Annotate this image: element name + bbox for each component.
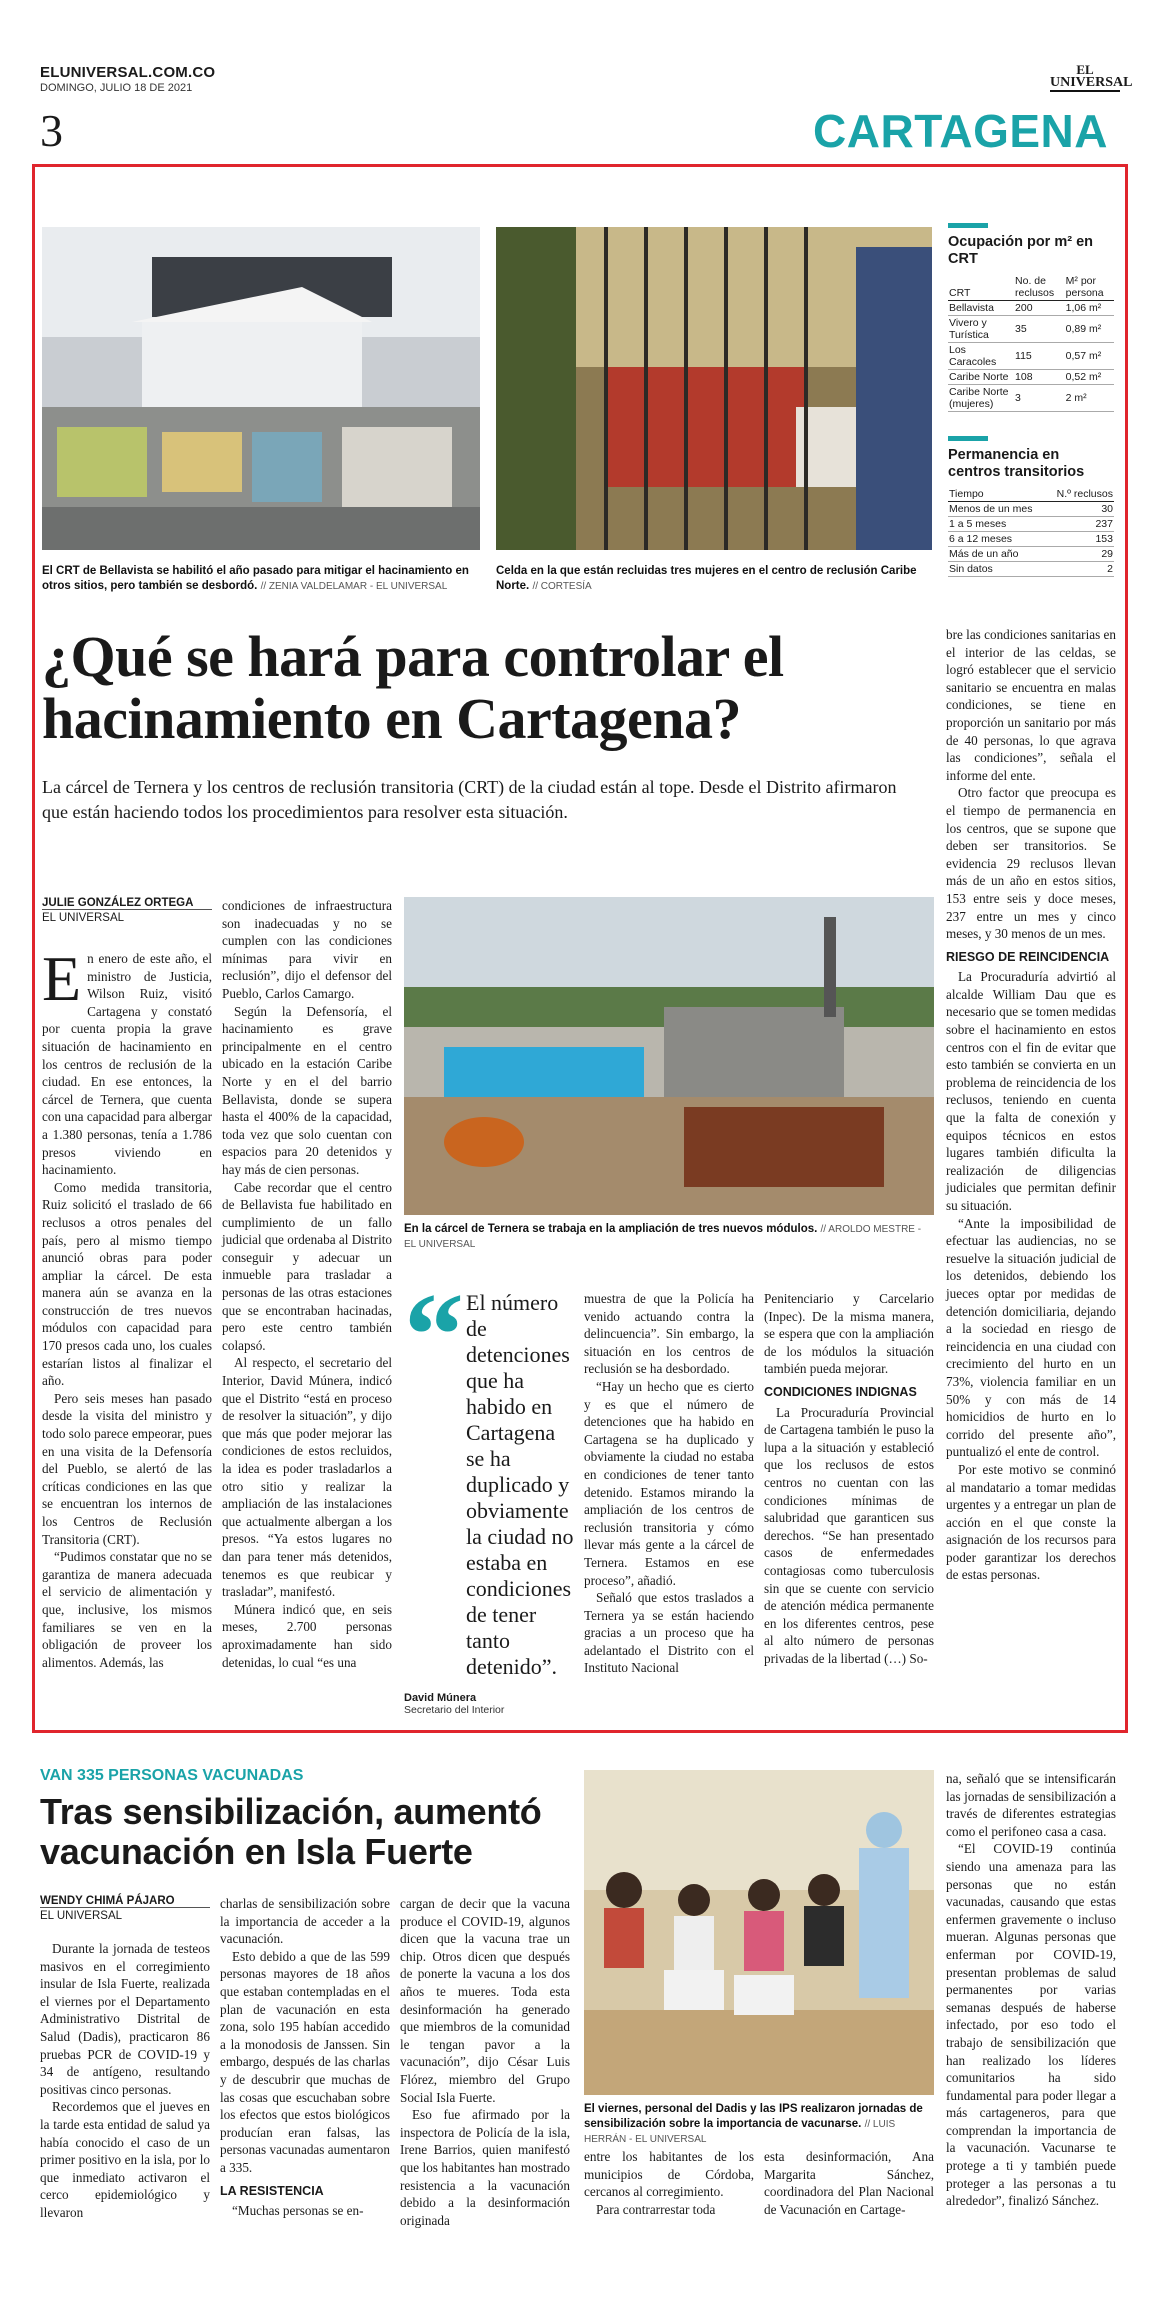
- paragraph: La Procuraduría Provincial de Cartagena también le puso la lupa a la situación y estableció que los reclusos de estos centros no cuentan con las condiciones mínimas de salubridad que garanticen sus derechos. “Se han presentado casos de enfermedades contagiosas como tuberculosis sin que se cuente con servicio de atención médica permanente en los diferentes centros, pese al alto número de personas privadas de la libertad (…) So-: [764, 1404, 934, 1666]
- paragraph: condiciones de infraestructura son inadecuadas y no se cumplen con las condiciones mínimas para vivir en reclusión”, dijo el defensor del Pueblo, Carlos Camargo.: [222, 898, 392, 1001]
- paragraph: muestra de que la Policía ha venido actuando contra la delincuencia”. Sin embargo, la situación en los centros de reclusión se ha desbordado.: [584, 1291, 754, 1377]
- table-cell: 237: [1047, 517, 1114, 532]
- table-row: [948, 517, 1114, 532]
- paragraph: “Muchas personas se en-: [232, 2203, 364, 2219]
- paragraph: La Procuraduría advirtió al alcalde William Dau que es necesario que se tomen medidas sobre el hacinamiento en estos centros con el fin de evitar que esto también se convierta en un problema de reincidencia de los reclusos, teniendo en cuenta que la falta de conexión y equipos técnicos en estos lugares también dificulta la realización de diligencias judiciales que permitan definir su situación.: [946, 969, 1116, 1213]
- table-cell: 35: [1014, 316, 1065, 343]
- author-org: EL UNIVERSAL: [42, 909, 212, 924]
- table-cell: Caribe Norte: [948, 370, 1014, 385]
- second-column-2: [220, 1895, 390, 2220]
- paragraph: charlas de sensibilización sobre la importancia de acceder a la vacunación.: [220, 1896, 390, 1947]
- table-row: [948, 562, 1114, 577]
- photo-crt-bellavista-image: [42, 227, 480, 550]
- table-cell: Caribe Norte (mujeres): [948, 385, 1014, 412]
- photo-celda-caption: Celda en la que están recluidas tres mujeres en el centro de reclusión Caribe Norte. // CORTESÍA: [496, 565, 917, 592]
- edition-date: DOMINGO, JULIO 18 DE 2021: [40, 82, 193, 94]
- table-header: No. de reclusos: [1014, 274, 1065, 301]
- photo-ternera-construction: [404, 897, 934, 1215]
- table-cell: 153: [1047, 532, 1114, 547]
- photo-vacunacion-caption: El viernes, personal del Dadis y las IPS realizaron jornadas de sensibilización sobre la importancia de vacunarse. // LUIS HERRÁN - EL UNIVERSAL: [584, 2103, 923, 2145]
- paragraph: Durante la jornada de testeos masivos en el corregimiento insular de Isla Fuerte, realizada el viernes por el Departamento Administrativo Distrital de Salud (Dadis), practicaron 86 pruebas PCR de COVID-19 y 34 de antígeno, resultando positivas cinco personas.: [40, 1941, 210, 2097]
- paragraph: Por este motivo se conminó al mandatario a tomar medidas urgentes y a entregar un plan de acción en el que conste la asignación de los recursos para poder garantizar los derechos de estas personas.: [946, 1461, 1116, 1583]
- paragraph: “Hay un hecho que es cierto y es que el número de detenciones que ha habido en Cartagena se ha duplicado y obviamente la ciudad no estaba en condiciones de tener tanto detenido. Estamos mirando la ampliación de los centros de reclusión transitoria y cómo llevar más gente a la cárcel de Ternera. Estamos en ese proceso”, añadió.: [584, 1378, 754, 1588]
- table-cell: Menos de un mes: [948, 502, 1047, 517]
- quote-mark-icon: “: [404, 1268, 464, 1401]
- subhead-condiciones: CONDICIONES INDIGNAS: [764, 1384, 917, 1399]
- main-headline: ¿Qué se hará para controlar el hacinamiento en Cartagena?: [42, 624, 784, 751]
- table-header: M² por persona: [1065, 274, 1114, 301]
- main-column-1: [42, 943, 212, 1671]
- pull-quote-text: El número de detenciones que ha habido en Cartagena se ha duplicado y obviamente la ciudad no estaba en condiciones de tener tanto detenido”.: [466, 1290, 574, 1679]
- photo-celda-caribe-norte: [496, 227, 932, 550]
- author-name: WENDY CHIMÁ PÁJARO: [40, 1895, 175, 1907]
- second-byline: [40, 1895, 210, 1922]
- second-column-3: [400, 1895, 570, 2229]
- author-name: JULIE GONZÁLEZ ORTEGA: [42, 897, 194, 909]
- author-org: EL UNIVERSAL: [40, 1907, 210, 1922]
- table-cell: 1 a 5 meses: [948, 517, 1047, 532]
- main-column-2: [222, 897, 392, 1671]
- page-number: 3: [40, 105, 63, 156]
- box-accent-bar: [948, 223, 988, 228]
- table-cell: 29: [1047, 547, 1114, 562]
- pull-quote: [404, 1268, 574, 1716]
- table-cell: 1,06 m²: [1065, 301, 1114, 316]
- table-cell: 2 m²: [1065, 385, 1114, 412]
- paragraph: Para contrarrestar toda: [596, 2201, 716, 2217]
- second-column-6: [946, 1770, 1116, 2210]
- table-cell: Bellavista: [948, 301, 1014, 316]
- paragraph: Cabe recordar que el centro de Bellavista fue habilitado en cumplimiento de un fallo judicial que ordenaba al Distrito conseguir y adecuar un inmueble para trasladar a personas de las otras estaciones que se encontraban hacinadas, pero este centro también colapsó.: [222, 1179, 392, 1353]
- permanence-table: [948, 487, 1114, 577]
- table-cell: 0,89 m²: [1065, 316, 1114, 343]
- main-column-5: [764, 1290, 934, 1667]
- table-row: [948, 532, 1114, 547]
- subhead-riesgo: RIESGO DE REINCIDENCIA: [946, 949, 1110, 964]
- occupancy-table: [948, 274, 1114, 412]
- paragraph: Otro factor que preocupa es el tiempo de permanencia en los centros, que se supone que deben ser transitorios. Se evidencia 29 reclusos llevan más de un año en estos sitios, 153 entre seis y doce meses, 237 entre un mes y cinco meses, y 30 menos de un mes.: [946, 785, 1116, 942]
- section-title: CARTAGENA: [813, 105, 1108, 157]
- site-url[interactable]: ELUNIVERSAL.COM.CO: [40, 64, 216, 81]
- table-header: N.º reclusos: [1047, 487, 1114, 502]
- table-cell: 6 a 12 meses: [948, 532, 1047, 547]
- table-cell: Más de un año: [948, 547, 1047, 562]
- table-row: [948, 370, 1114, 385]
- occupancy-box-title: Ocupación por m² en CRT: [948, 234, 1094, 267]
- paragraph: Pero seis meses han pasado desde la visita del ministro y todo solo parece empeorar, pues en una visita de la Defensoría del Pueblo, se alertó de las críticas condiciones en las que se encuentran los internos de los Centros de Reclusión Transitoria (CRT).: [42, 1390, 212, 1547]
- quote-role: Secretario del Interior: [404, 1704, 505, 1716]
- subhead-resistencia: LA RESISTENCIA: [220, 2183, 324, 2198]
- table-cell: Los Caracoles: [948, 343, 1014, 370]
- table-cell: 108: [1014, 370, 1065, 385]
- table-row: [948, 502, 1114, 517]
- table-cell: 0,52 m²: [1065, 370, 1114, 385]
- occupancy-box: [948, 223, 1114, 412]
- table-row: [948, 301, 1114, 316]
- photo-celda-image: [496, 227, 932, 550]
- box-accent-bar: [948, 436, 988, 441]
- table-cell: 2: [1047, 562, 1114, 577]
- table-cell: 3: [1014, 385, 1065, 412]
- paragraph: cargan de decir que la vacuna produce el COVID-19, algunos dicen que la vacuna trae un chip. Otros dicen que después de ponerte la vacuna a los dos años te mueres. Toda esta desinformación ha generado que miembros de la comunidad le tengan pavor a la vacunación”, dijo César Luis Flórez, miembro del Grupo Social Isla Fuerte.: [400, 1896, 570, 2105]
- photo-vacunacion: [584, 1770, 934, 2095]
- table-cell: Vivero y Turística: [948, 316, 1014, 343]
- table-header: Tiempo: [948, 487, 1047, 502]
- second-kicker: VAN 335 PERSONAS VACUNADAS: [40, 1767, 304, 1784]
- photo-crt-bellavista: [42, 227, 480, 550]
- drop-cap: E: [42, 943, 82, 1014]
- paragraph: bre las condiciones sanitarias en el interior de las celdas, se logró establecer que el servicio sanitario se encuentra en malas condiciones, se tiene en proporción un sanitario por más de 40 personas, lo que agrava las condiciones”, señala el informe del ente.: [946, 627, 1116, 783]
- table-row: [948, 385, 1114, 412]
- photo-ternera-image: [404, 897, 934, 1215]
- main-column-6: [946, 626, 1116, 1584]
- paragraph: na, señaló que se intensificarán las jornadas de sensibilización a través de diferentes estrategias como el perifoneo casa a casa.: [946, 1771, 1116, 1839]
- photo-crt-bellavista-caption: El CRT de Bellavista se habilitó el año pasado para mitigar el hacinamiento en otros sitios, pero también se desbordó. // ZENIA VALDELAMAR - EL UNIVERSAL: [42, 565, 469, 592]
- main-byline: [42, 897, 212, 924]
- second-column-1: [40, 1940, 210, 2222]
- table-cell: 30: [1047, 502, 1114, 517]
- main-deck: La cárcel de Ternera y los centros de reclusión transitoria (CRT) de la ciudad están al tope. Desde el Distrito afirmaron que están haciendo todos los procedimientos para resolver esta situación.: [42, 777, 897, 822]
- second-headline: Tras sensibilización, aumentó vacunación en Isla Fuerte: [40, 1791, 542, 1872]
- paragraph: Esto debido a que de las 599 personas mayores de 18 años que estaban contempladas en el plan de vacunación en esta zona, solo 195 habían accedido a la monodosis de Janssen. Sin embargo, después de las charlas y de descubrir que muchas de las cosas que escuchaban sobre los efectos que estos biológicos producían eran falsas, las personas vacunadas aumentaron a 335.: [220, 1948, 390, 2175]
- paragraph: Recordemos que el jueves en la tarde esta entidad de salud ya había conocido el caso de un primer positivo en la isla, por lo que inmediato activaron el cerco epidemiológico y llevaron: [40, 2099, 210, 2220]
- paragraph: Según la Defensoría, el hacinamiento es grave principalmente en el centro ubicado en la estación Caribe Norte y en el del barrio Bellavista, donde se supera hasta el 400% de la capacidad, toda vez que solo cuentan con espacios para 20 detenidos y hay más de cien personas.: [222, 1003, 392, 1177]
- table-row: [948, 343, 1114, 370]
- paragraph: n enero de este año, el ministro de Justicia, Wilson Ruiz, visitó Cartagena y constató por cuenta propia la grave situación de hacinamiento en los centros de reclusión de la ciudad. En ese entonces, la cárcel de Ternera, que cuenta con una capacidad para albergar a 1.380 personas, tenía a 1.786 presos viviendo en hacinamiento.: [42, 951, 212, 1178]
- second-column-4: [584, 2148, 754, 2218]
- paragraph: Múnera indicó que, en seis meses, 2.700 personas aproximadamente han sido detenidas, lo cual “es una: [222, 1601, 392, 1670]
- paragraph: “Pudimos constatar que no se garantiza de manera adecuada el servicio de alimentación y que, inclusive, los mismos familiares se ven en la obligación de proveer los alimentos. Además, las: [42, 1549, 212, 1670]
- main-column-4: [584, 1290, 754, 1677]
- table-row: [948, 316, 1114, 343]
- table-row: [948, 547, 1114, 562]
- paragraph: Señaló que estos traslados a Ternera ya se están haciendo gracias a un proceso que ha adelantado el Distrito con el Instituto Nacional: [584, 1590, 754, 1676]
- second-column-5: [764, 2148, 934, 2218]
- photo-vacunacion-image: [584, 1770, 934, 2095]
- table-cell: 115: [1014, 343, 1065, 370]
- paragraph: Al respecto, el secretario del Interior, David Múnera, indicó que el Distrito “está en proceso de resolver la situación”, y dijo que más que poder mejorar las condiciones de estos recluidos, la idea es poder trasladarlos a otro sitio y realizar la ampliación de las instalaciones que actualmente albergan a los presos. “Ya estos lugares no dan para tener más detenidos, tenemos es que reubicar y trasladar”, manifestó.: [222, 1355, 392, 1600]
- quote-author: David Múnera: [404, 1692, 477, 1704]
- paragraph: esta desinformación, Ana Margarita Sánchez, coordinadora del Plan Nacional de Vacunación en Cartage-: [764, 2149, 934, 2217]
- permanence-box-title: Permanencia en centros transitorios: [948, 447, 1085, 480]
- paragraph: entre los habitantes de los municipios de Córdoba, cercanos al corregimiento.: [584, 2149, 754, 2200]
- paragraph: “Ante la imposibilidad de efectuar las audiencias, no se resuelve la situación judicial de los detenidos, debiendo los jueces optar por medidas de detención domiciliaria, dejando a la sociedad en riesgo de reincidencia en una ciudad con crecimiento del hurto en un 73%, violencia familiar en un 50% y con más de 14 homicidios de hurto en lo corrido del presente año”, puntualizó el ente de control.: [946, 1215, 1116, 1460]
- paragraph: Penitenciario y Carcelario (Inpec). De la misma manera, se espera que con la ampliación de los módulos la situación también pueda mejorar.: [764, 1291, 934, 1377]
- table-cell: 200: [1014, 301, 1065, 316]
- table-cell: 0,57 m²: [1065, 343, 1114, 370]
- table-header: CRT: [948, 274, 1014, 301]
- paragraph: Eso fue afirmado por la inspectora de Policía de la isla, Irene Barrios, quien manifestó que los habitantes han mostrado resistencia a la vacunación debido a la desinformación originada: [400, 2107, 570, 2228]
- table-cell: Sin datos: [948, 562, 1047, 577]
- newspaper-logo: EL UNIVERSAL: [1050, 62, 1133, 91]
- permanence-box: [948, 436, 1114, 577]
- paragraph: “El COVID-19 continúa siendo una amenaza para las personas que no están vacunadas, causando que estas enfermen gravemente o incluso mueran. Algunas personas que enferman por COVID-19, presentan problemas de salud permanentes por varias semanas después de haberse infectado, por eso todo el trabajo de sensibilización que han realizado los líderes comunitarios ha sido fundamental para poder llegar a más cartageneros, para que comprendan la importancia de la vacunación. Vacunarse te protege a ti y también puede proteger a las personas a tu alrededor”, finalizó Sánchez.: [946, 1841, 1116, 2209]
- paragraph: Como medida transitoria, Ruiz solicitó el traslado de 66 reclusos a otros penales del país, pero al mismo tiempo anunció obras para poder ampliar la cárcel. De esta manera aún se avanza en la construcción de tres nuevos módulos con capacidad para 170 presos cada uno, los cuales estarían listos al finalizar el año.: [42, 1179, 212, 1389]
- photo-ternera-caption: En la cárcel de Ternera se trabaja en la ampliación de tres nuevos módulos. // AROLDO MESTRE - EL UNIVERSAL: [404, 1223, 922, 1250]
